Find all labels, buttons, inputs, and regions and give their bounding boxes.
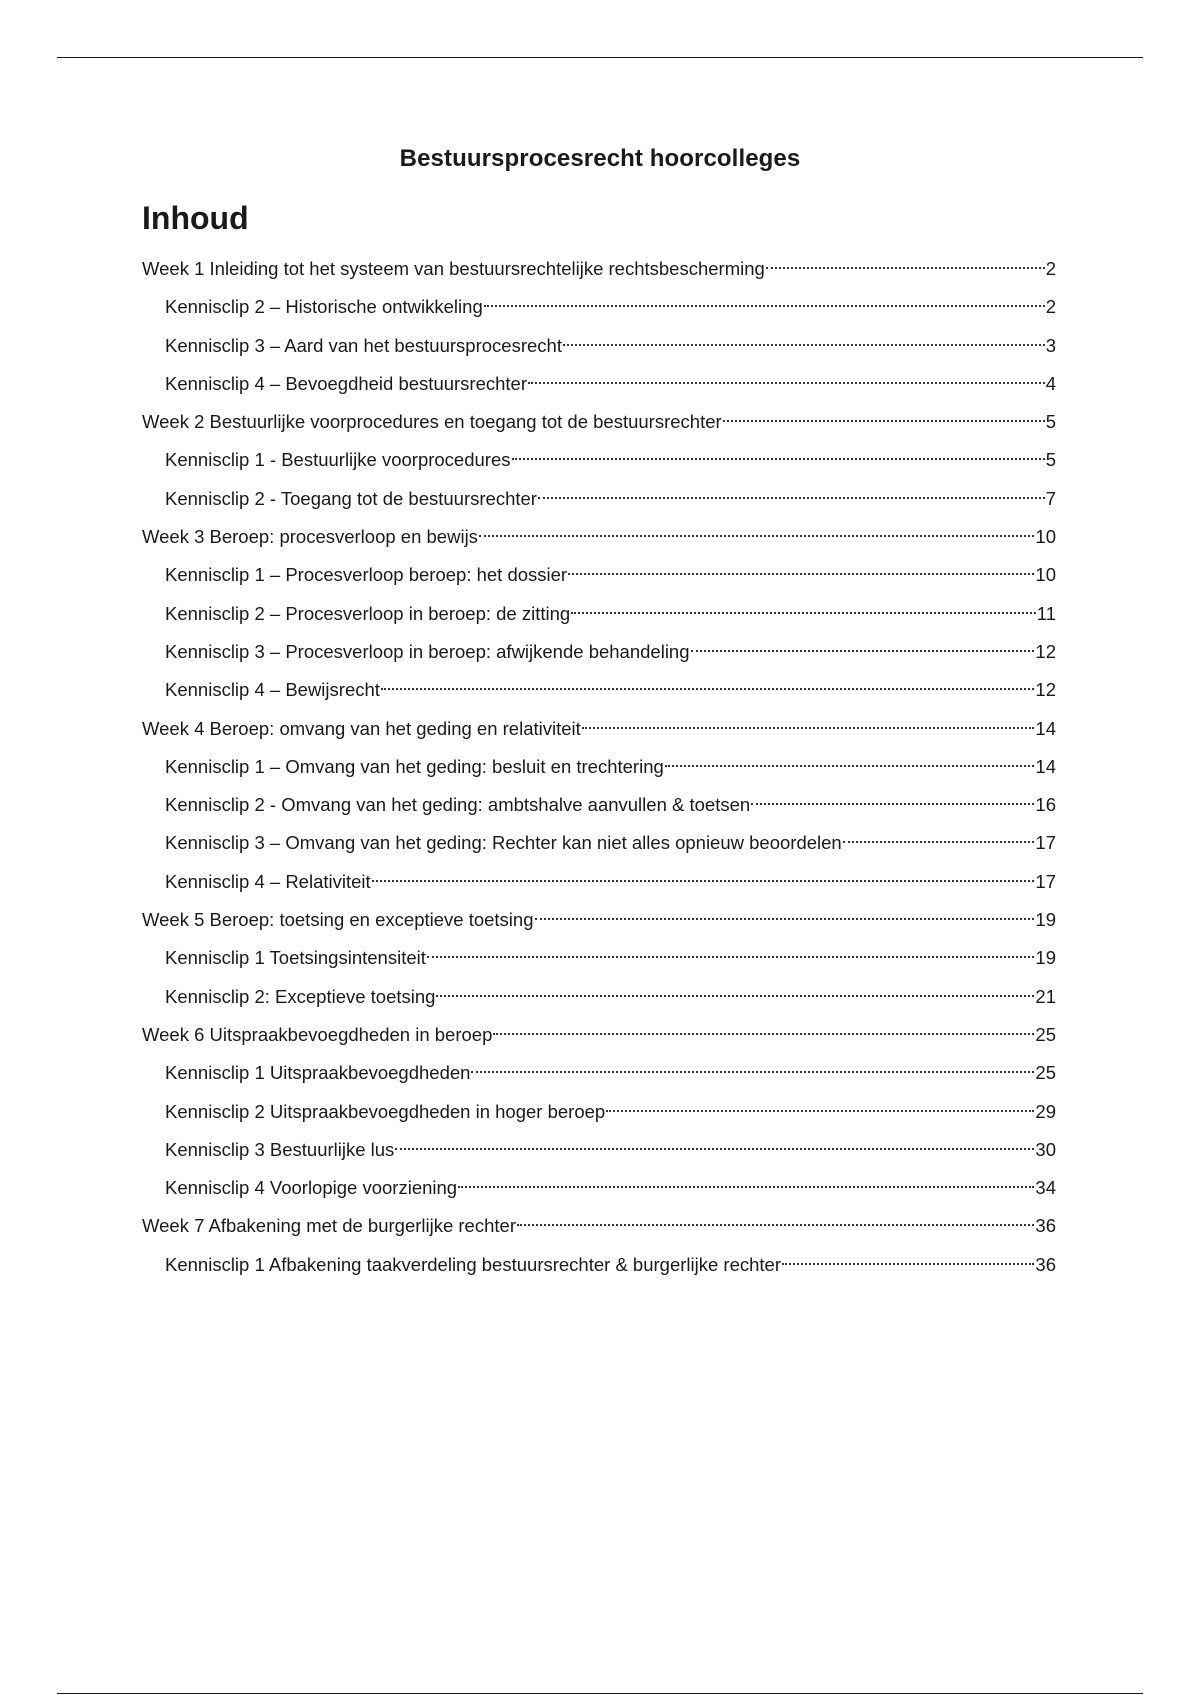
header-rule — [57, 57, 1143, 58]
toc-entry-page-number: 30 — [1035, 1138, 1056, 1160]
toc-entry-page-number: 5 — [1045, 411, 1056, 433]
toc-entry-kennisclip[interactable] — [142, 1169, 1056, 1207]
toc-entry-page-number: 2 — [1045, 258, 1056, 279]
toc-entry-page-number: 11 — [1036, 602, 1056, 624]
toc-entry-label: Kennisclip 3 – Aard van het bestuursprocesrecht — [165, 334, 562, 356]
toc-entry-page-number: 10 — [1035, 564, 1056, 586]
toc-dot-leader — [372, 880, 1035, 882]
toc-entry-label: Week 1 Inleiding tot het systeem van bestuursrechtelijke rechtsbescherming — [142, 258, 765, 279]
toc-entry-kennisclip[interactable] — [142, 824, 1056, 862]
toc-dot-leader — [751, 803, 1034, 805]
toc-dot-leader — [782, 1263, 1034, 1265]
toc-dot-leader — [436, 995, 1034, 997]
toc-heading: Inhoud — [142, 200, 249, 236]
toc-entry-page-number: 34 — [1035, 1177, 1056, 1199]
toc-entry-page-number: 4 — [1045, 372, 1056, 394]
toc-entry-page-number: 19 — [1035, 947, 1056, 969]
toc-entry-page-number: 19 — [1035, 909, 1056, 931]
toc-entry-week[interactable] — [142, 1016, 1056, 1054]
toc-dot-leader — [571, 612, 1036, 614]
toc-entry-kennisclip[interactable] — [142, 978, 1056, 1016]
toc-entry-page-number: 14 — [1035, 755, 1056, 777]
toc-entry-label: Kennisclip 1 Uitspraakbevoegdheden — [165, 1062, 471, 1084]
toc-entry-kennisclip[interactable] — [142, 556, 1056, 594]
toc-dot-leader — [395, 1148, 1034, 1150]
toc-entry-kennisclip[interactable] — [142, 1054, 1056, 1092]
toc-entry-kennisclip[interactable] — [142, 1246, 1056, 1284]
toc-entry-label: Kennisclip 2 – Historische ontwikkeling — [165, 296, 483, 318]
toc-entry-label: Kennisclip 4 Voorlopige voorziening — [165, 1177, 458, 1199]
toc-entry-page-number: 5 — [1045, 449, 1056, 471]
footer-rule — [57, 1693, 1143, 1694]
toc-entry-kennisclip[interactable] — [142, 480, 1056, 518]
toc-dot-leader — [427, 956, 1035, 958]
toc-entry-kennisclip[interactable] — [142, 748, 1056, 786]
toc-dot-leader — [512, 458, 1045, 460]
toc-entry-label: Kennisclip 1 Toetsingsintensiteit — [165, 947, 426, 969]
toc-entry-label: Kennisclip 1 - Bestuurlijke voorprocedures — [165, 449, 511, 471]
toc-dot-leader — [723, 420, 1045, 422]
toc-entry-week[interactable] — [142, 710, 1056, 748]
toc-entry-label: Kennisclip 4 – Relativiteit — [165, 870, 371, 892]
toc-dot-leader — [843, 841, 1035, 843]
toc-entry-week[interactable] — [142, 1207, 1056, 1245]
toc-entry-page-number: 25 — [1035, 1023, 1056, 1045]
toc-entry-week[interactable] — [142, 901, 1056, 939]
toc-entry-label: Kennisclip 2: Exceptieve toetsing — [165, 985, 436, 1007]
toc-entry-kennisclip[interactable] — [142, 595, 1056, 633]
toc-dot-leader — [538, 497, 1045, 499]
toc-entry-page-number: 17 — [1035, 870, 1056, 892]
toc-entry-label: Week 7 Afbakening met de burgerlijke rechter — [142, 1215, 516, 1237]
toc-entry-kennisclip[interactable] — [142, 288, 1056, 326]
toc-dot-leader — [665, 765, 1035, 767]
toc-entry-kennisclip[interactable] — [142, 1131, 1056, 1169]
toc-entry-page-number: 10 — [1035, 526, 1056, 548]
toc-entry-label: Week 5 Beroep: toetsing en exceptieve toetsing — [142, 909, 534, 931]
toc-entry-label: Kennisclip 4 – Bewijsrecht — [165, 679, 380, 701]
toc-entry-label: Kennisclip 1 – Omvang van het geding: besluit en trechtering — [165, 755, 664, 777]
table-of-contents — [142, 250, 1056, 1284]
toc-dot-leader — [471, 1071, 1034, 1073]
toc-entry-page-number: 2 — [1045, 296, 1056, 318]
toc-entry-page-number: 25 — [1035, 1062, 1056, 1084]
toc-dot-leader — [568, 573, 1034, 575]
toc-dot-leader — [479, 535, 1034, 537]
toc-dot-leader — [528, 382, 1045, 384]
toc-entry-label: Kennisclip 3 – Procesverloop in beroep: afwijkende behandeling — [165, 640, 690, 662]
toc-dot-leader — [563, 344, 1045, 346]
toc-entry-page-number: 12 — [1035, 679, 1056, 701]
toc-dot-leader — [535, 918, 1035, 920]
toc-entry-page-number: 36 — [1035, 1253, 1056, 1275]
toc-entry-kennisclip[interactable] — [142, 786, 1056, 824]
toc-entry-label: Kennisclip 2 - Omvang van het geding: ambtshalve aanvullen & toetsen — [165, 794, 751, 816]
toc-dot-leader — [484, 305, 1045, 307]
toc-dot-leader — [381, 688, 1035, 690]
toc-entry-page-number: 36 — [1035, 1215, 1056, 1237]
toc-entry-label: Kennisclip 2 Uitspraakbevoegdheden in hoger beroep — [165, 1100, 606, 1122]
toc-entry-label: Kennisclip 2 – Procesverloop in beroep: de zitting — [165, 602, 571, 624]
toc-entry-kennisclip[interactable] — [142, 441, 1056, 479]
toc-entry-label: Week 4 Beroep: omvang van het geding en relativiteit — [142, 717, 581, 739]
toc-entry-label: Kennisclip 4 – Bevoegdheid bestuursrechter — [165, 372, 528, 394]
toc-entry-label: Kennisclip 2 - Toegang tot de bestuursrechter — [165, 487, 537, 509]
toc-dot-leader — [493, 1033, 1034, 1035]
toc-dot-leader — [766, 267, 1045, 269]
toc-entry-label: Week 3 Beroep: procesverloop en bewijs — [142, 526, 478, 548]
toc-entry-label: Week 6 Uitspraakbevoegdheden in beroep — [142, 1023, 493, 1045]
toc-entry-page-number: 12 — [1035, 640, 1056, 662]
toc-entry-page-number: 21 — [1035, 985, 1056, 1007]
toc-entry-kennisclip[interactable] — [142, 327, 1056, 365]
toc-entry-label: Kennisclip 1 – Procesverloop beroep: het dossier — [165, 564, 568, 586]
toc-entry-page-number: 17 — [1035, 832, 1056, 854]
toc-entry-week[interactable] — [142, 518, 1056, 556]
toc-entry-page-number: 14 — [1035, 717, 1056, 739]
toc-entry-page-number: 7 — [1045, 487, 1056, 509]
toc-dot-leader — [517, 1224, 1034, 1226]
toc-entry-kennisclip[interactable] — [142, 863, 1056, 901]
toc-entry-kennisclip[interactable] — [142, 671, 1056, 709]
toc-dot-leader — [458, 1186, 1034, 1188]
toc-entry-page-number: 3 — [1045, 334, 1056, 356]
toc-dot-leader — [606, 1110, 1034, 1112]
toc-entry-label: Week 2 Bestuurlijke voorprocedures en toegang tot de bestuursrechter — [142, 411, 722, 433]
toc-entry-page-number: 29 — [1035, 1100, 1056, 1122]
toc-entry-label: Kennisclip 1 Afbakening taakverdeling bestuursrechter & burgerlijke rechter — [165, 1253, 781, 1275]
toc-entry-page-number: 16 — [1035, 794, 1056, 816]
toc-entry-week[interactable] — [142, 403, 1056, 441]
toc-entry-label: Kennisclip 3 Bestuurlijke lus — [165, 1138, 395, 1160]
document-title: Bestuursprocesrecht hoorcolleges — [399, 145, 801, 172]
toc-entry-week[interactable] — [142, 250, 1056, 288]
toc-entry-kennisclip[interactable] — [142, 939, 1056, 977]
toc-dot-leader — [582, 727, 1035, 729]
toc-entry-kennisclip[interactable] — [142, 365, 1056, 403]
toc-dot-leader — [691, 650, 1035, 652]
toc-entry-kennisclip[interactable] — [142, 1093, 1056, 1131]
toc-entry-label: Kennisclip 3 – Omvang van het geding: Rechter kan niet alles opnieuw beoordelen — [165, 832, 842, 854]
toc-entry-kennisclip[interactable] — [142, 633, 1056, 671]
